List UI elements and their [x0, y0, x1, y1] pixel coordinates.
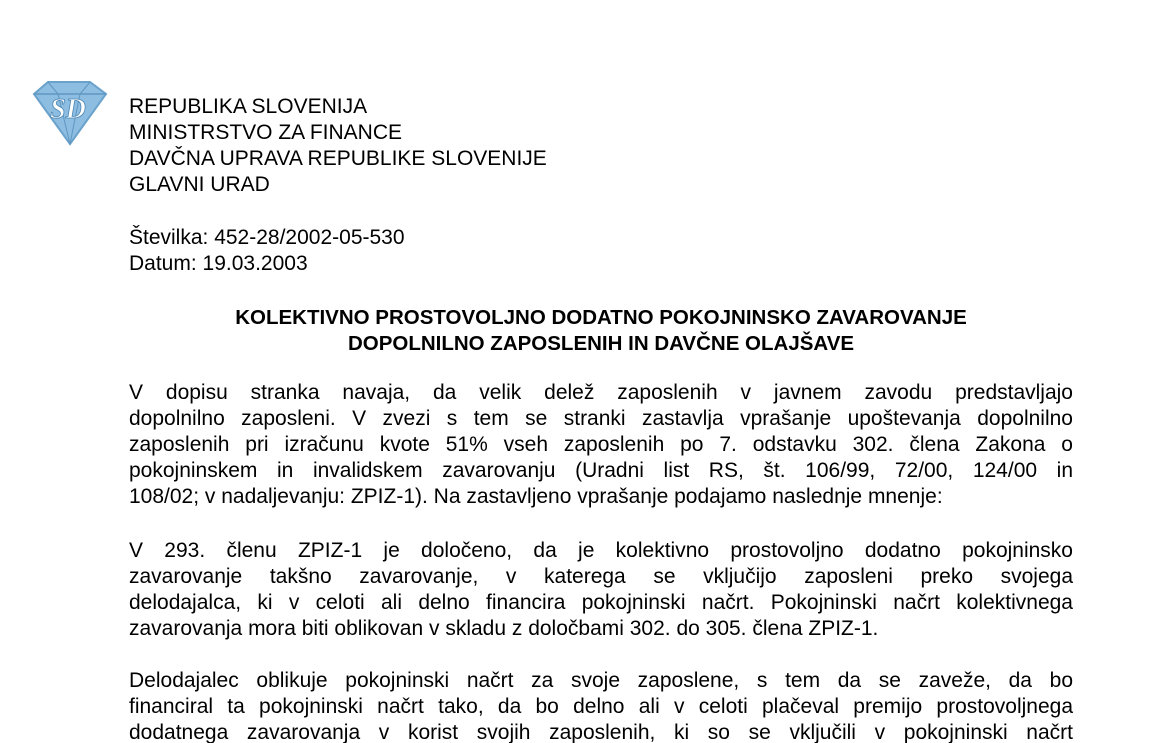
body-paragraph-2 [129, 538, 1073, 642]
paragraph-line: V dopisu stranka navaja, da velik delež zaposlenih v javnem zavodu predstavljajo [129, 381, 1073, 404]
paragraph-line: zavarovanje takšno zavarovanje, v katerega se vključijo zaposleni preko svojega [129, 565, 1073, 588]
durs-logo-icon [28, 76, 110, 148]
logo-lettering: SD [50, 94, 86, 125]
paragraph-line: zaposlenih pri izračunu kvote 51% vseh zaposlenih po 7. odstavku 302. člena Zakona o [129, 433, 1073, 456]
letterhead-line-tax-administration: DAVČNA UPRAVA REPUBLIKE SLOVENIJE [129, 147, 547, 170]
paragraph-line: dopolnilno zaposleni. V zvezi s tem se stranki zastavlja vprašanje upoštevanja dopolnilno [129, 407, 1073, 430]
letterhead [129, 94, 547, 198]
paragraph-line: zavarovanja mora biti oblikovan v skladu z določbami 302. do 305. člena ZPIZ-1. [129, 617, 879, 640]
paragraph-line: pokojninskem in invalidskem zavarovanju (Uradni list RS, št. 106/99, 72/00, 124/00 in [129, 459, 1073, 482]
document-date: Datum: 19.03.2003 [129, 252, 308, 275]
paragraph-line: Delodajalec oblikuje pokojninski načrt za svoje zaposlene, s tem da se zaveže, da bo [129, 669, 1073, 692]
letterhead-line-head-office: GLAVNI URAD [129, 173, 270, 196]
paragraph-line: delodajalca, ki v celoti ali delno financira pokojninski načrt. Pokojninski načrt kolektivnega [129, 591, 1073, 614]
letterhead-line-ministry: MINISTRSTVO ZA FINANCE [129, 121, 403, 144]
document-title [129, 305, 1073, 357]
title-line-1: KOLEKTIVNO PROSTOVOLJNO DODATNO POKOJNINSKO ZAVAROVANJE [235, 306, 967, 329]
document-meta [129, 225, 405, 277]
title-line-2: DOPOLNILNO ZAPOSLENIH IN DAVČNE OLAJŠAVE [347, 332, 855, 355]
letterhead-line-republic: REPUBLIKA SLOVENIJA [129, 95, 368, 118]
paragraph-line: 108/02; v nadaljevanju: ZPIZ-1). Na zastavljeno vprašanje podajamo naslednje mnenje: [129, 485, 943, 508]
paragraph-line: dodatnega zavarovanja v korist svojih zaposlenih, ki so se vključili v pokojninski načrt [129, 721, 1073, 743]
body-paragraph-1 [129, 380, 1073, 510]
paragraph-line: V 293. členu ZPIZ-1 je določeno, da je kolektivno prostovoljno dodatno pokojninsko [129, 539, 1073, 562]
document-number: Številka: 452-28/2002-05-530 [129, 226, 405, 249]
paragraph-line: financiral ta pokojninski načrt tako, da bo delno ali v celoti plačeval premijo prostovoljnega [129, 695, 1073, 718]
body-paragraph-3 [129, 668, 1073, 743]
